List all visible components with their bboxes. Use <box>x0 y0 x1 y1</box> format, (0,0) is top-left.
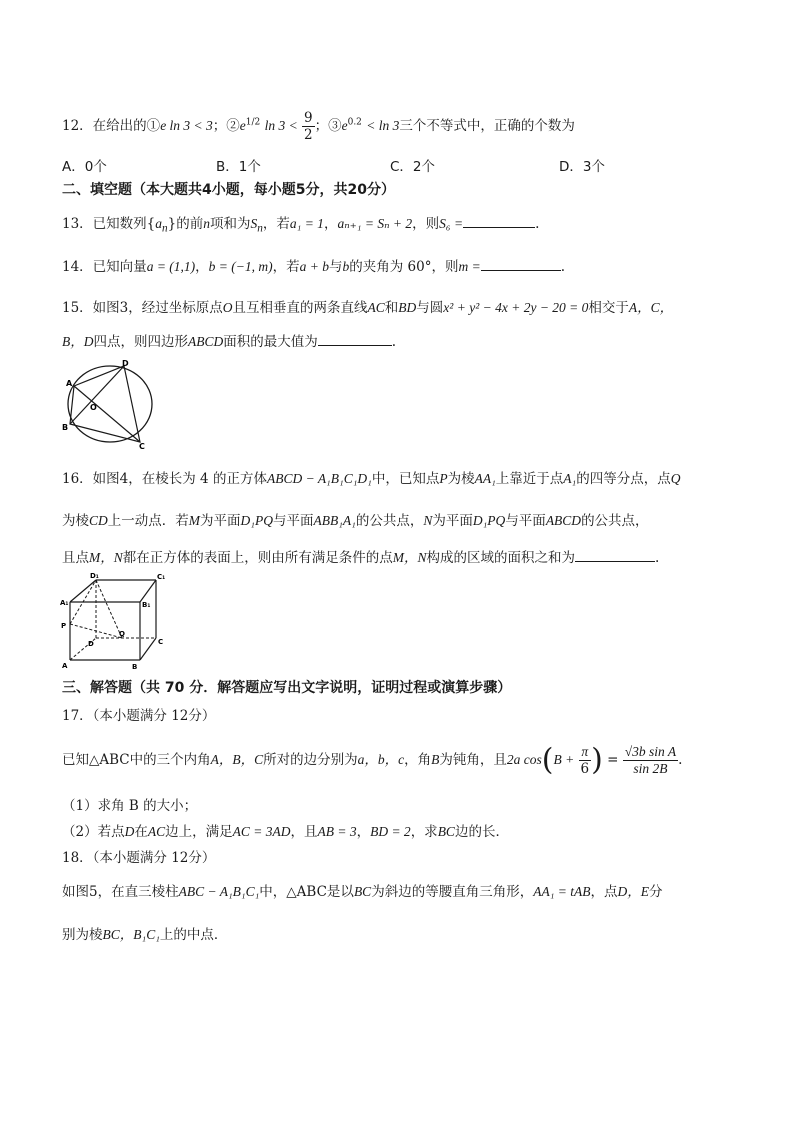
q12-option-b: B．1个 <box>216 159 261 175</box>
q13-stem: 13．已知数列$\{a_n\}$的前n项和为$S_n$，若a₁ = 1，aₙ₊₁ = Sₙ + 2，则S₆ = . <box>62 213 539 239</box>
q12-frac: $\frac{9}{2}$ <box>304 110 313 143</box>
fig3-label-d: D <box>122 359 129 368</box>
q14-stem: 14．已知向量a = (1,1)，b = (−1, m)，若a + b与b的夹角为 60°，则m = . <box>62 256 565 277</box>
fig4-label-c1: C₁ <box>157 573 166 581</box>
fig3-label-c: C <box>139 442 145 450</box>
q17-header: 17．（本小题满分 12分） <box>62 708 216 724</box>
q12-stem: 12．在给出的①e ln 3 < 3；$②e^{1/2}$ ln 3 < $\frac{9}{2}$ ；$③e^{0.2} < \ln 3$三个不等式中，正确的个数为 <box>62 110 575 143</box>
fig3-label-a: A <box>66 379 73 388</box>
q16-answer-blank <box>575 547 655 562</box>
q17-part-2: （2）若点D在AC边上，满足AC = 3AD，且AB = 3，BD = 2，求BC边的长． <box>62 824 509 840</box>
q15-answer-blank <box>318 331 392 346</box>
fig4-label-c: C <box>158 638 164 646</box>
q18-header: 18．（本小题满分 12分） <box>62 850 216 866</box>
fig3-label-b: B <box>62 423 69 432</box>
q16-line-3: 且点M，N都在正方体的表面上，则由所有满足条件的点M，N构成的区域的面积之和为 . <box>62 547 659 568</box>
q17-pi-frac: $\frac{\pi}{6}$ <box>580 744 590 777</box>
fig4-label-d: D <box>88 640 94 648</box>
q18-line-1: 如图5，在直三棱柱ABC − A₁B₁C₁中，△ABC是以BC为斜边的等腰直角三角形，AA₁ = tAB，点D，E分 <box>62 884 663 900</box>
fig4-label-p: P <box>61 622 67 630</box>
figure-4-cube-diagram <box>58 570 172 670</box>
q17-stem: 已知△ABC中的三个内角A，B，C所对的边分别为a，b，c，角B为钝角，且2a cos(B + $\frac{\pi}{6}$ ) = $\frac{\text{√3b sin A}}{\sin 2B}$ . <box>62 742 683 778</box>
q14-answer-blank <box>481 256 561 271</box>
fig3-diagonal-bd <box>70 366 124 424</box>
fig4-label-b1: B₁ <box>142 601 151 609</box>
q18-line-2: 别为棱BC，B₁C₁上的中点． <box>62 927 228 943</box>
q12-expr1: e ln 3 < 3 <box>160 118 213 133</box>
q15-line-1: 15．如图3，经过坐标原点O且互相垂直的两条直线AC和BD与圆x² + y² − 4x + 2y − 20 = 0相交于A，C， <box>62 300 674 316</box>
q12-option-a: A．0个 <box>62 159 107 175</box>
q17-part-1: （1）求角 B 的大小； <box>62 798 198 814</box>
q15-line-2: B，D四点，则四边形ABCD面积的最大值为 . <box>62 331 396 352</box>
fig4-label-q: Q <box>119 630 125 638</box>
fig3-label-o: O <box>90 403 97 412</box>
q16-line-2: 为棱CD上一动点．若M为平面D₁PQ与平面ABB₁A₁的公共点，N为平面D₁PQ与平面ABCD的公共点， <box>62 513 649 529</box>
q12-option-c: C．2个 <box>390 159 436 175</box>
section-3-heading: 三、解答题（共 70 分．解答题应写出文字说明，证明过程或演算步骤） <box>62 680 512 696</box>
fig4-label-b: B <box>132 663 138 670</box>
figure-3-circle-diagram <box>60 358 160 450</box>
fig4-label-a1: A₁ <box>60 599 69 607</box>
fig4-label-d1: D₁ <box>90 572 99 580</box>
q17-rhs-frac: $\frac{\text{√3b sin A}}{\sin 2B}$ <box>624 744 677 776</box>
q12-option-d: D．3个 <box>559 159 605 175</box>
q13-answer-blank <box>463 213 535 228</box>
fig3-circle <box>68 366 152 442</box>
fig4-label-a: A <box>62 662 68 670</box>
q16-line-1: 16．如图4，在棱长为 4 的正方体ABCD − A₁B₁C₁D₁中，已知点P为棱AA₁上靠近于点A₁的四等分点，点Q <box>62 471 681 487</box>
section-2-heading: 二、填空题（本大题共4小题，每小题5分，共20分） <box>62 182 395 198</box>
